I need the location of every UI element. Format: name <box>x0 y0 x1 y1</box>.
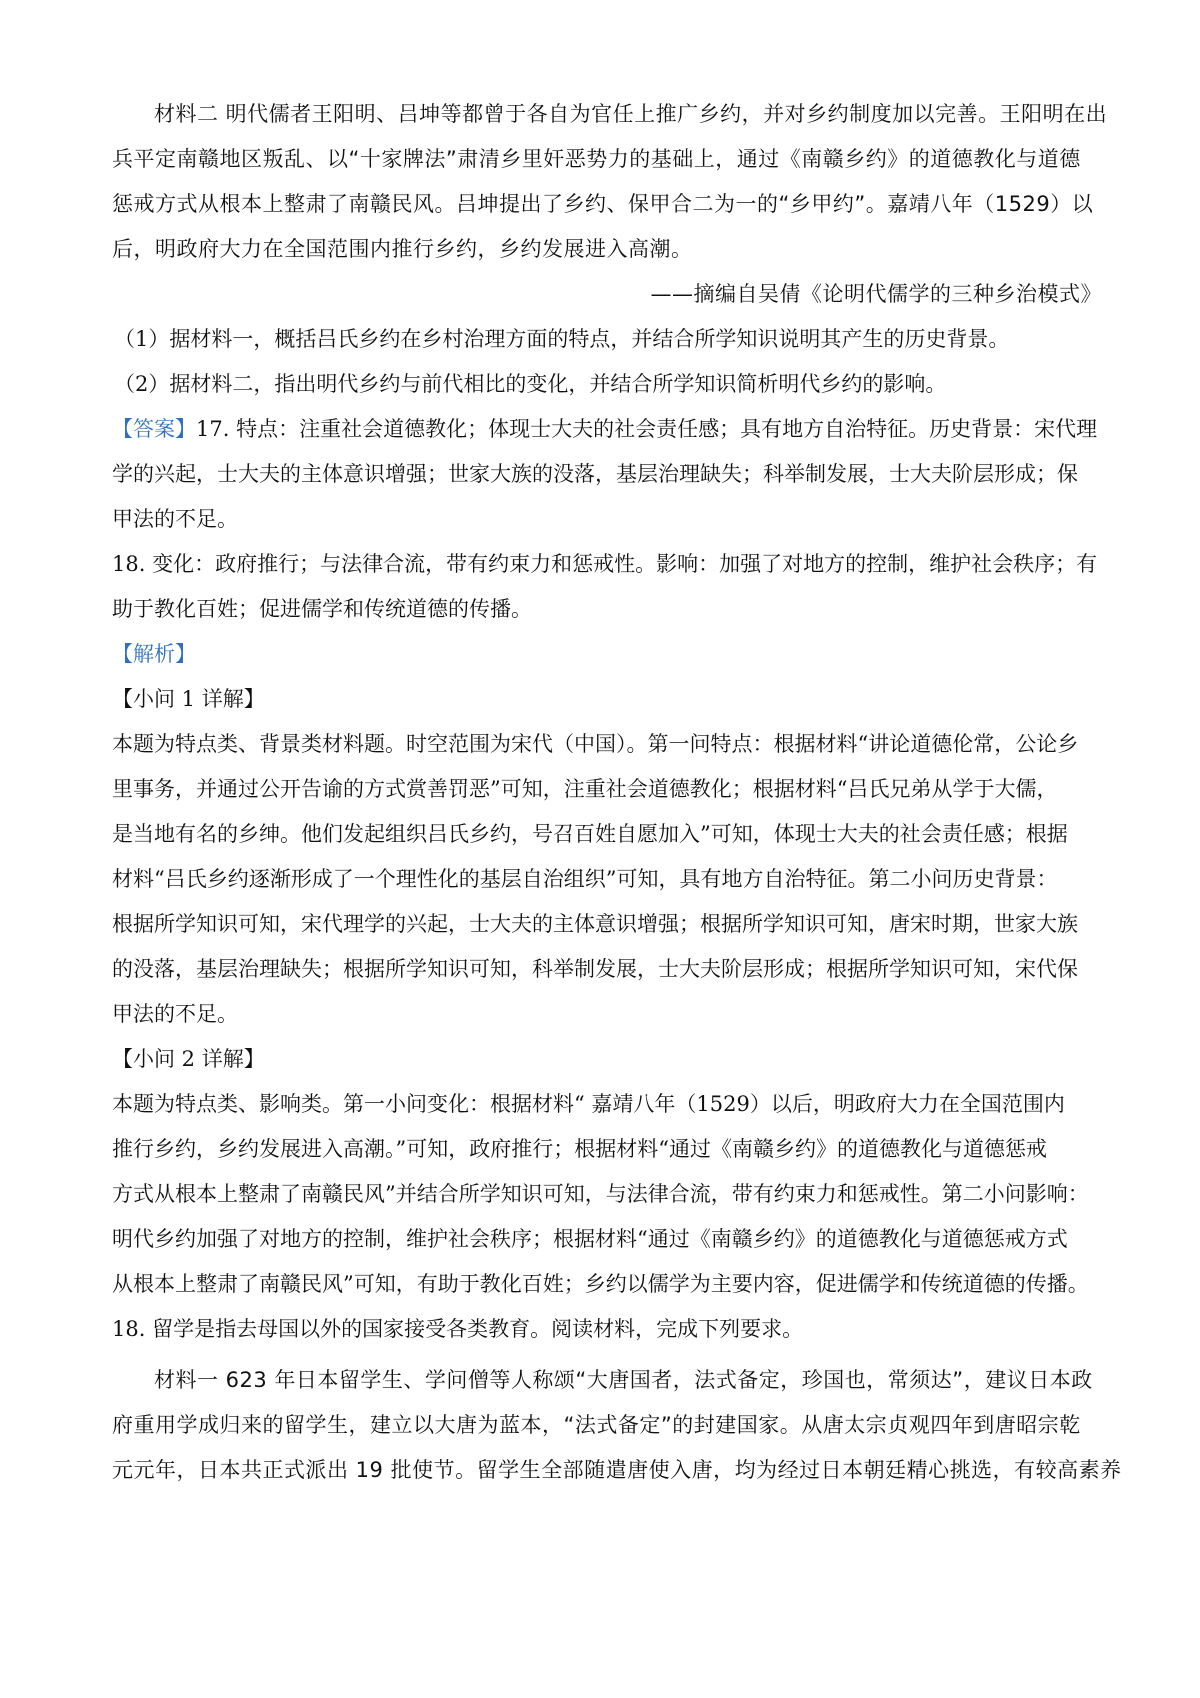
answer-line: 学的兴起，士大夫的主体意识增强；世家大族的没落，基层治理缺失；科举制发展，士大夫阶层形成；保 <box>112 462 1078 486</box>
material-two-line: 材料二 明代儒者王阳明、吕坤等都曾于各自为官任上推广乡约，并对乡约制度加以完善。王阳明在出 <box>154 102 1108 126</box>
sub-question-2-line: 方式从根本上整肃了南赣民风”并结合所学知识可知，与法律合流，带有约束力和惩戒性。第二小问影响： <box>112 1182 1089 1206</box>
sub-question-1-line: 材料“吕氏乡约逐渐形成了一个理性化的基层自治组织”可知，具有地方自治特征。第二小问历史背景： <box>112 867 1058 891</box>
answer-line: 18. 变化：政府推行；与法律合流，带有约束力和惩戒性。影响：加强了对地方的控制，维护社会秩序；有 <box>112 552 1098 576</box>
sub-question-1-title: 【小问 1 详解】 <box>112 687 265 711</box>
question-1: （1）据材料一，概括吕氏乡约在乡村治理方面的特点，并结合所学知识说明其产生的历史背景。 <box>114 327 1010 351</box>
sub-question-2-line: 明代乡约加强了对地方的控制，维护社会秩序；根据材料“通过《南赣乡约》的道德教化与道德惩戒方式 <box>112 1227 1068 1251</box>
question-18-block <box>112 1307 1122 1493</box>
sub-question-1-line: 是当地有名的乡绅。他们发起组织吕氏乡约，号召百姓自愿加入”可知，体现士大夫的社会责任感；根据 <box>112 822 1068 846</box>
analysis-block <box>112 632 1102 1307</box>
material-two-line: 后，明政府大力在全国范围内推行乡约，乡约发展进入高潮。 <box>112 237 693 261</box>
material-one-line: 材料一 623 年日本留学生、学问僧等人称颂“大唐国者，法式备定，珍国也，常须达”，建议日本政 <box>154 1368 1093 1392</box>
answer-tag: 【答案】 <box>112 417 196 441</box>
material-one-line: 元元年，日本共正式派出 19 批使节。留学生全部随遣唐使入唐，均为经过日本朝廷精心挑选，有较高素养 <box>112 1458 1122 1482</box>
material-two-line: 兵平定南赣地区叛乱、以“十家牌法”肃清乡里奸恶势力的基础上，通过《南赣乡约》的道德教化与道德 <box>112 147 1081 171</box>
material-two-block <box>112 92 1108 317</box>
sub-question-2-line: 推行乡约，乡约发展进入高潮。”可知，政府推行；根据材料“通过《南赣乡约》的道德教化与道德惩戒 <box>112 1137 1047 1161</box>
answer-line: 助于教化百姓；促进儒学和传统道德的传播。 <box>112 597 532 621</box>
answer-first-line <box>112 407 1102 452</box>
sub-question-2-line: 从根本上整肃了南赣民风”可知，有助于教化百姓；乡约以儒学为主要内容，促进儒学和传统道德的传播。 <box>112 1272 1089 1296</box>
sub-question-2-line: 本题为特点类、影响类。第一小问变化：根据材料“ 嘉靖八年（1529）以后，明政府大力在全国范围内 <box>112 1092 1065 1116</box>
sub-question-2-title: 【小问 2 详解】 <box>112 1047 265 1071</box>
sub-question-1-line: 本题为特点类、背景类材料题。时空范围为宋代（中国）。第一问特点：根据材料“讲论道德伦常，公论乡 <box>112 732 1079 756</box>
answer-block <box>112 407 1102 632</box>
answer-text: 17. 特点：注重社会道德教化；体现士大夫的社会责任感；具有地方自治特征。历史背景：宋代理 <box>196 417 1098 441</box>
material-two-line: 惩戒方式从根本上整肃了南赣民风。吕坤提出了乡约、保甲合二为一的“乡甲约”。嘉靖八年（1529）以 <box>112 192 1094 216</box>
sub-question-1-line: 的没落，基层治理缺失；根据所学知识可知，科举制发展，士大夫阶层形成；根据所学知识可知，宋代保 <box>112 957 1078 981</box>
material-two-source: ——摘编自吴倩《论明代儒学的三种乡治模式》 <box>650 282 1102 306</box>
questions-block <box>112 317 1102 407</box>
sub-question-1-line: 里事务，并通过公开告谕的方式赏善罚恶”可知，注重社会道德教化；根据材料“吕氏兄弟从学于大儒， <box>112 777 1058 801</box>
answer-line: 甲法的不足。 <box>112 507 238 531</box>
question-2: （2）据材料二，指出明代乡约与前代相比的变化，并结合所学知识简析明代乡约的影响。 <box>114 372 947 396</box>
document-page <box>112 92 1122 1493</box>
material-one-line: 府重用学成归来的留学生，建立以大唐为蓝本，“法式备定”的封建国家。从唐太宗贞观四年到唐昭宗乾 <box>112 1413 1081 1437</box>
question-18-stem: 18. 留学是指去母国以外的国家接受各类教育。阅读材料，完成下列要求。 <box>112 1317 804 1341</box>
sub-question-1-line: 根据所学知识可知，宋代理学的兴起，士大夫的主体意识增强；根据所学知识可知，唐宋时期，世家大族 <box>112 912 1078 936</box>
sub-question-1-line: 甲法的不足。 <box>112 1002 238 1026</box>
analysis-tag: 【解析】 <box>112 642 196 666</box>
